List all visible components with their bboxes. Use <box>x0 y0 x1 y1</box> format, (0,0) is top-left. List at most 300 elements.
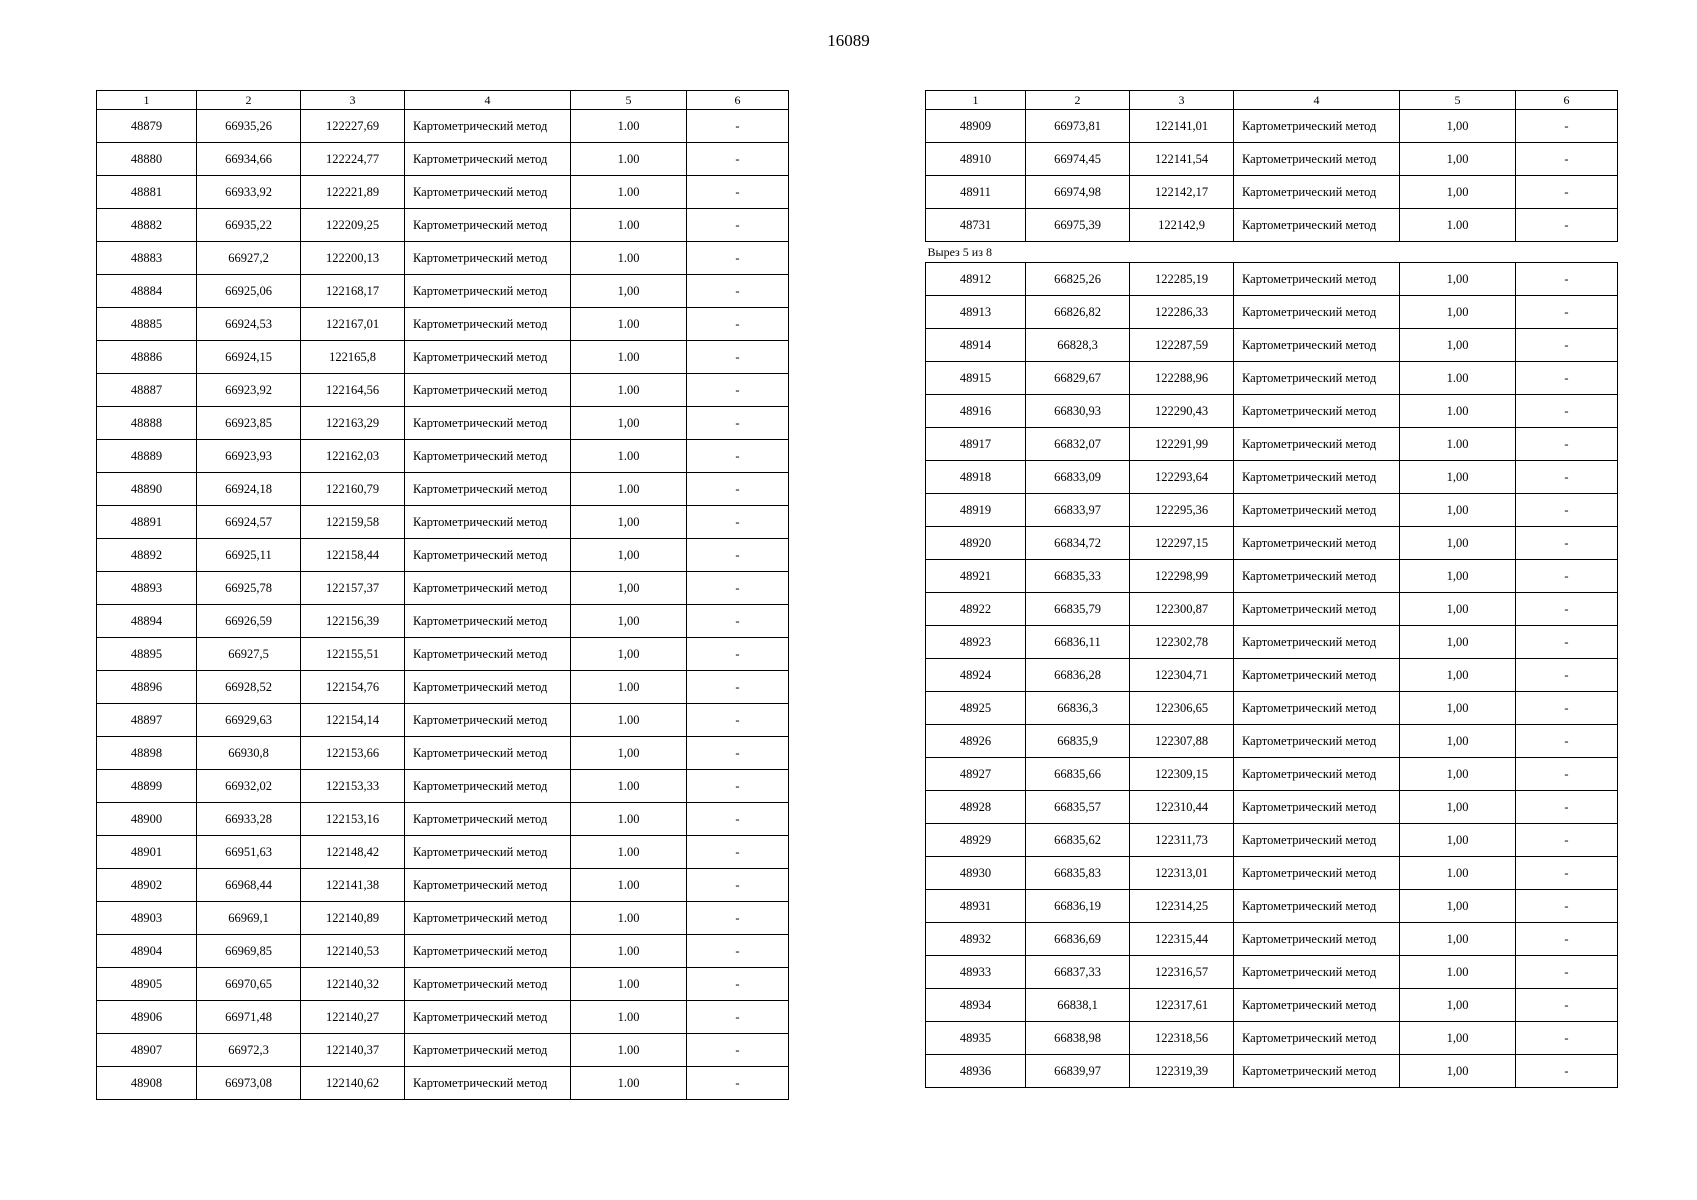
method-cell: Картометрический метод <box>405 836 571 869</box>
table-row <box>926 791 1618 824</box>
x-coordinate-cell: 66925,06 <box>197 275 301 308</box>
note-cell: - <box>1516 110 1618 143</box>
x-coordinate-cell: 66835,79 <box>1026 593 1130 626</box>
accuracy-cell: 1,00 <box>1400 659 1516 692</box>
method-cell: Картометрический метод <box>405 341 571 374</box>
y-coordinate-cell: 122313,01 <box>1130 857 1234 890</box>
note-cell: - <box>687 605 789 638</box>
y-coordinate-cell: 122158,44 <box>301 539 405 572</box>
point-number-cell: 48916 <box>926 395 1026 428</box>
note-cell: - <box>1516 296 1618 329</box>
accuracy-cell: 1.00 <box>571 143 687 176</box>
table-row <box>97 374 789 407</box>
accuracy-cell: 1.00 <box>571 242 687 275</box>
table-row <box>97 341 789 374</box>
table-row <box>926 263 1618 296</box>
note-cell: - <box>1516 824 1618 857</box>
note-cell: - <box>1516 494 1618 527</box>
accuracy-cell: 1.00 <box>571 803 687 836</box>
accuracy-cell: 1.00 <box>1400 209 1516 242</box>
note-cell: - <box>1516 923 1618 956</box>
method-cell: Картометрический метод <box>405 704 571 737</box>
point-number-cell: 48731 <box>926 209 1026 242</box>
method-cell: Картометрический метод <box>405 803 571 836</box>
y-coordinate-cell: 122285,19 <box>1130 263 1234 296</box>
point-number-cell: 48907 <box>97 1034 197 1067</box>
y-coordinate-cell: 122221,89 <box>301 176 405 209</box>
note-cell: - <box>1516 176 1618 209</box>
point-number-cell: 48913 <box>926 296 1026 329</box>
header-cell: 3 <box>301 91 405 110</box>
point-number-cell: 48885 <box>97 308 197 341</box>
method-cell: Картометрический метод <box>405 572 571 605</box>
x-coordinate-cell: 66828,3 <box>1026 329 1130 362</box>
x-coordinate-cell: 66835,9 <box>1026 725 1130 758</box>
note-cell: - <box>1516 890 1618 923</box>
x-coordinate-cell: 66951,63 <box>197 836 301 869</box>
method-cell: Картометрический метод <box>1234 263 1400 296</box>
point-number-cell: 48919 <box>926 494 1026 527</box>
accuracy-cell: 1.00 <box>571 704 687 737</box>
x-coordinate-cell: 66835,33 <box>1026 560 1130 593</box>
header-cell: 3 <box>1130 91 1234 110</box>
method-cell: Картометрический метод <box>1234 923 1400 956</box>
table-row <box>97 209 789 242</box>
point-number-cell: 48899 <box>97 770 197 803</box>
method-cell: Картометрический метод <box>405 770 571 803</box>
method-cell: Картометрический метод <box>405 506 571 539</box>
y-coordinate-cell: 122157,37 <box>301 572 405 605</box>
accuracy-cell: 1.00 <box>571 836 687 869</box>
y-coordinate-cell: 122307,88 <box>1130 725 1234 758</box>
method-cell: Картометрический метод <box>405 1067 571 1100</box>
point-number-cell: 48890 <box>97 473 197 506</box>
y-coordinate-cell: 122309,15 <box>1130 758 1234 791</box>
y-coordinate-cell: 122224,77 <box>301 143 405 176</box>
point-number-cell: 48918 <box>926 461 1026 494</box>
note-cell: - <box>687 275 789 308</box>
accuracy-cell: 1,00 <box>1400 263 1516 296</box>
accuracy-cell: 1,00 <box>571 506 687 539</box>
point-number-cell: 48891 <box>97 506 197 539</box>
accuracy-cell: 1,00 <box>1400 593 1516 626</box>
x-coordinate-cell: 66924,18 <box>197 473 301 506</box>
point-number-cell: 48909 <box>926 110 1026 143</box>
y-coordinate-cell: 122298,99 <box>1130 560 1234 593</box>
header-row <box>926 91 1618 110</box>
point-number-cell: 48902 <box>97 869 197 902</box>
x-coordinate-cell: 66928,52 <box>197 671 301 704</box>
table-row <box>926 1022 1618 1055</box>
table-row <box>926 527 1618 560</box>
point-number-cell: 48932 <box>926 923 1026 956</box>
page-number: 16089 <box>827 31 870 50</box>
note-cell: - <box>1516 362 1618 395</box>
y-coordinate-cell: 122293,64 <box>1130 461 1234 494</box>
header-cell: 1 <box>926 91 1026 110</box>
accuracy-cell: 1.00 <box>571 1067 687 1100</box>
x-coordinate-cell: 66835,57 <box>1026 791 1130 824</box>
accuracy-cell: 1,00 <box>1400 176 1516 209</box>
table-row <box>97 671 789 704</box>
table-row <box>926 329 1618 362</box>
note-cell: - <box>687 836 789 869</box>
accuracy-cell: 1.00 <box>571 110 687 143</box>
method-cell: Картометрический метод <box>405 605 571 638</box>
method-cell: Картометрический метод <box>405 1001 571 1034</box>
method-cell: Картометрический метод <box>1234 494 1400 527</box>
note-cell: - <box>687 308 789 341</box>
point-number-cell: 48888 <box>97 407 197 440</box>
point-number-cell: 48908 <box>97 1067 197 1100</box>
note-cell: - <box>1516 791 1618 824</box>
method-cell: Картометрический метод <box>405 737 571 770</box>
method-cell: Картометрический метод <box>1234 143 1400 176</box>
method-cell: Картометрический метод <box>1234 758 1400 791</box>
note-cell: - <box>687 407 789 440</box>
x-coordinate-cell: 66923,85 <box>197 407 301 440</box>
point-number-cell: 48906 <box>97 1001 197 1034</box>
point-number-cell: 48911 <box>926 176 1026 209</box>
header-cell: 4 <box>405 91 571 110</box>
note-cell: - <box>687 935 789 968</box>
x-coordinate-cell: 66923,92 <box>197 374 301 407</box>
table-row <box>926 560 1618 593</box>
table-row <box>926 428 1618 461</box>
y-coordinate-cell: 122306,65 <box>1130 692 1234 725</box>
point-number-cell: 48917 <box>926 428 1026 461</box>
point-number-cell: 48926 <box>926 725 1026 758</box>
accuracy-cell: 1.00 <box>1400 362 1516 395</box>
table-row <box>926 890 1618 923</box>
note-cell: - <box>687 242 789 275</box>
point-number-cell: 48897 <box>97 704 197 737</box>
point-number-cell: 48900 <box>97 803 197 836</box>
x-coordinate-cell: 66833,97 <box>1026 494 1130 527</box>
note-cell: - <box>1516 143 1618 176</box>
y-coordinate-cell: 122162,03 <box>301 440 405 473</box>
note-cell: - <box>1516 659 1618 692</box>
y-coordinate-cell: 122310,44 <box>1130 791 1234 824</box>
x-coordinate-cell: 66836,11 <box>1026 626 1130 659</box>
table-row <box>97 968 789 1001</box>
table-row <box>97 803 789 836</box>
y-coordinate-cell: 122141,54 <box>1130 143 1234 176</box>
table-row <box>926 626 1618 659</box>
note-cell: - <box>687 869 789 902</box>
y-coordinate-cell: 122288,96 <box>1130 362 1234 395</box>
table-row <box>926 692 1618 725</box>
point-number-cell: 48905 <box>97 968 197 1001</box>
point-number-cell: 48922 <box>926 593 1026 626</box>
point-number-cell: 48879 <box>97 110 197 143</box>
point-number-cell: 48912 <box>926 263 1026 296</box>
note-cell: - <box>1516 593 1618 626</box>
x-coordinate-cell: 66927,5 <box>197 638 301 671</box>
x-coordinate-cell: 66932,02 <box>197 770 301 803</box>
accuracy-cell: 1,00 <box>1400 692 1516 725</box>
point-number-cell: 48931 <box>926 890 1026 923</box>
coordinates-table-right <box>925 90 1618 1088</box>
note-cell: - <box>1516 263 1618 296</box>
method-cell: Картометрический метод <box>1234 1022 1400 1055</box>
x-coordinate-cell: 66839,97 <box>1026 1055 1130 1088</box>
accuracy-cell: 1.00 <box>571 308 687 341</box>
table-row <box>97 836 789 869</box>
x-coordinate-cell: 66927,2 <box>197 242 301 275</box>
note-cell: - <box>1516 1055 1618 1088</box>
table-row <box>926 176 1618 209</box>
accuracy-cell: 1,00 <box>1400 725 1516 758</box>
point-number-cell: 48894 <box>97 605 197 638</box>
method-cell: Картометрический метод <box>1234 989 1400 1022</box>
table-row <box>97 902 789 935</box>
accuracy-cell: 1,00 <box>1400 296 1516 329</box>
x-coordinate-cell: 66924,15 <box>197 341 301 374</box>
y-coordinate-cell: 122200,13 <box>301 242 405 275</box>
accuracy-cell: 1,00 <box>1400 923 1516 956</box>
accuracy-cell: 1.00 <box>571 968 687 1001</box>
table-row <box>926 461 1618 494</box>
note-cell: - <box>1516 395 1618 428</box>
accuracy-cell: 1,00 <box>571 539 687 572</box>
x-coordinate-cell: 66837,33 <box>1026 956 1130 989</box>
accuracy-cell: 1.00 <box>571 209 687 242</box>
x-coordinate-cell: 66838,1 <box>1026 989 1130 1022</box>
accuracy-cell: 1,00 <box>1400 110 1516 143</box>
header-cell: 5 <box>571 91 687 110</box>
section-label: Вырез 5 из 8 <box>926 242 1618 263</box>
x-coordinate-cell: 66974,98 <box>1026 176 1130 209</box>
x-coordinate-cell: 66969,85 <box>197 935 301 968</box>
method-cell: Картометрический метод <box>405 902 571 935</box>
table-row <box>926 209 1618 242</box>
method-cell: Картометрический метод <box>1234 560 1400 593</box>
note-cell: - <box>687 671 789 704</box>
table-row <box>97 1067 789 1100</box>
note-cell: - <box>687 770 789 803</box>
x-coordinate-cell: 66934,66 <box>197 143 301 176</box>
point-number-cell: 48936 <box>926 1055 1026 1088</box>
x-coordinate-cell: 66838,98 <box>1026 1022 1130 1055</box>
method-cell: Картометрический метод <box>405 209 571 242</box>
table-row <box>97 737 789 770</box>
method-cell: Картометрический метод <box>1234 791 1400 824</box>
x-coordinate-cell: 66973,08 <box>197 1067 301 1100</box>
x-coordinate-cell: 66933,28 <box>197 803 301 836</box>
point-number-cell: 48893 <box>97 572 197 605</box>
point-number-cell: 48927 <box>926 758 1026 791</box>
point-number-cell: 48921 <box>926 560 1026 593</box>
note-cell: - <box>687 1001 789 1034</box>
method-cell: Картометрический метод <box>405 176 571 209</box>
method-cell: Картометрический метод <box>1234 110 1400 143</box>
point-number-cell: 48901 <box>97 836 197 869</box>
accuracy-cell: 1.00 <box>571 440 687 473</box>
table-row <box>97 308 789 341</box>
table-row <box>926 857 1618 890</box>
accuracy-cell: 1,00 <box>1400 824 1516 857</box>
table-row <box>97 539 789 572</box>
accuracy-cell: 1.00 <box>1400 857 1516 890</box>
point-number-cell: 48930 <box>926 857 1026 890</box>
table-row <box>97 935 789 968</box>
table-row <box>926 395 1618 428</box>
y-coordinate-cell: 122140,27 <box>301 1001 405 1034</box>
x-coordinate-cell: 66836,3 <box>1026 692 1130 725</box>
note-cell: - <box>1516 725 1618 758</box>
table-row <box>97 110 789 143</box>
table-row <box>97 704 789 737</box>
method-cell: Картометрический метод <box>405 935 571 968</box>
method-cell: Картометрический метод <box>1234 176 1400 209</box>
note-cell: - <box>687 440 789 473</box>
method-cell: Картометрический метод <box>405 143 571 176</box>
note-cell: - <box>687 209 789 242</box>
note-cell: - <box>687 176 789 209</box>
y-coordinate-cell: 122153,16 <box>301 803 405 836</box>
y-coordinate-cell: 122154,14 <box>301 704 405 737</box>
table-row <box>97 770 789 803</box>
x-coordinate-cell: 66826,82 <box>1026 296 1130 329</box>
point-number-cell: 48924 <box>926 659 1026 692</box>
y-coordinate-cell: 122156,39 <box>301 605 405 638</box>
table-row <box>926 110 1618 143</box>
method-cell: Картометрический метод <box>1234 362 1400 395</box>
table-row <box>97 572 789 605</box>
note-cell: - <box>687 143 789 176</box>
x-coordinate-cell: 66975,39 <box>1026 209 1130 242</box>
y-coordinate-cell: 122148,42 <box>301 836 405 869</box>
y-coordinate-cell: 122160,79 <box>301 473 405 506</box>
x-coordinate-cell: 66929,63 <box>197 704 301 737</box>
table-row <box>926 956 1618 989</box>
header-cell: 6 <box>1516 91 1618 110</box>
y-coordinate-cell: 122227,69 <box>301 110 405 143</box>
accuracy-cell: 1.00 <box>571 1001 687 1034</box>
accuracy-cell: 1,00 <box>1400 461 1516 494</box>
note-cell: - <box>1516 329 1618 362</box>
accuracy-cell: 1,00 <box>1400 527 1516 560</box>
accuracy-cell: 1,00 <box>1400 494 1516 527</box>
accuracy-cell: 1,00 <box>571 275 687 308</box>
note-cell: - <box>687 341 789 374</box>
x-coordinate-cell: 66836,28 <box>1026 659 1130 692</box>
x-coordinate-cell: 66926,59 <box>197 605 301 638</box>
table-row <box>97 869 789 902</box>
table-row <box>97 407 789 440</box>
method-cell: Картометрический метод <box>405 374 571 407</box>
method-cell: Картометрический метод <box>405 539 571 572</box>
point-number-cell: 48914 <box>926 329 1026 362</box>
table-row <box>97 506 789 539</box>
note-cell: - <box>1516 692 1618 725</box>
x-coordinate-cell: 66830,93 <box>1026 395 1130 428</box>
point-number-cell: 48904 <box>97 935 197 968</box>
y-coordinate-cell: 122295,36 <box>1130 494 1234 527</box>
table-row <box>926 362 1618 395</box>
section-row <box>926 242 1618 263</box>
point-number-cell: 48895 <box>97 638 197 671</box>
accuracy-cell: 1,00 <box>1400 329 1516 362</box>
note-cell: - <box>1516 989 1618 1022</box>
y-coordinate-cell: 122304,71 <box>1130 659 1234 692</box>
y-coordinate-cell: 122141,01 <box>1130 110 1234 143</box>
method-cell: Картометрический метод <box>405 473 571 506</box>
header-cell: 5 <box>1400 91 1516 110</box>
method-cell: Картометрический метод <box>1234 527 1400 560</box>
accuracy-cell: 1,00 <box>1400 758 1516 791</box>
table-row <box>926 494 1618 527</box>
y-coordinate-cell: 122142,9 <box>1130 209 1234 242</box>
table-row <box>97 242 789 275</box>
x-coordinate-cell: 66972,3 <box>197 1034 301 1067</box>
y-coordinate-cell: 122316,57 <box>1130 956 1234 989</box>
y-coordinate-cell: 122141,38 <box>301 869 405 902</box>
x-coordinate-cell: 66836,69 <box>1026 923 1130 956</box>
point-number-cell: 48884 <box>97 275 197 308</box>
accuracy-cell: 1,00 <box>571 737 687 770</box>
method-cell: Картометрический метод <box>405 440 571 473</box>
accuracy-cell: 1,00 <box>1400 143 1516 176</box>
method-cell: Картометрический метод <box>1234 890 1400 923</box>
y-coordinate-cell: 122300,87 <box>1130 593 1234 626</box>
y-coordinate-cell: 122287,59 <box>1130 329 1234 362</box>
accuracy-cell: 1.00 <box>571 902 687 935</box>
method-cell: Картометрический метод <box>1234 296 1400 329</box>
accuracy-cell: 1,00 <box>1400 1022 1516 1055</box>
method-cell: Картометрический метод <box>1234 428 1400 461</box>
y-coordinate-cell: 122153,66 <box>301 737 405 770</box>
point-number-cell: 48923 <box>926 626 1026 659</box>
y-coordinate-cell: 122167,01 <box>301 308 405 341</box>
point-number-cell: 48887 <box>97 374 197 407</box>
table-row <box>97 1001 789 1034</box>
table-row <box>926 143 1618 176</box>
y-coordinate-cell: 122168,17 <box>301 275 405 308</box>
table-row <box>97 638 789 671</box>
x-coordinate-cell: 66925,78 <box>197 572 301 605</box>
x-coordinate-cell: 66835,66 <box>1026 758 1130 791</box>
x-coordinate-cell: 66933,92 <box>197 176 301 209</box>
method-cell: Картометрический метод <box>405 407 571 440</box>
note-cell: - <box>687 638 789 671</box>
method-cell: Картометрический метод <box>405 275 571 308</box>
point-number-cell: 48915 <box>926 362 1026 395</box>
y-coordinate-cell: 122315,44 <box>1130 923 1234 956</box>
x-coordinate-cell: 66834,72 <box>1026 527 1130 560</box>
y-coordinate-cell: 122163,29 <box>301 407 405 440</box>
method-cell: Картометрический метод <box>1234 824 1400 857</box>
method-cell: Картометрический метод <box>405 242 571 275</box>
coordinates-table-left <box>96 90 789 1100</box>
x-coordinate-cell: 66935,22 <box>197 209 301 242</box>
table-row <box>926 824 1618 857</box>
method-cell: Картометрический метод <box>1234 461 1400 494</box>
y-coordinate-cell: 122155,51 <box>301 638 405 671</box>
x-coordinate-cell: 66833,09 <box>1026 461 1130 494</box>
x-coordinate-cell: 66968,44 <box>197 869 301 902</box>
method-cell: Картометрический метод <box>1234 209 1400 242</box>
note-cell: - <box>1516 956 1618 989</box>
method-cell: Картометрический метод <box>405 110 571 143</box>
point-number-cell: 48883 <box>97 242 197 275</box>
note-cell: - <box>1516 209 1618 242</box>
table-row <box>926 725 1618 758</box>
point-number-cell: 48881 <box>97 176 197 209</box>
table-row <box>926 659 1618 692</box>
table-row <box>926 1055 1618 1088</box>
